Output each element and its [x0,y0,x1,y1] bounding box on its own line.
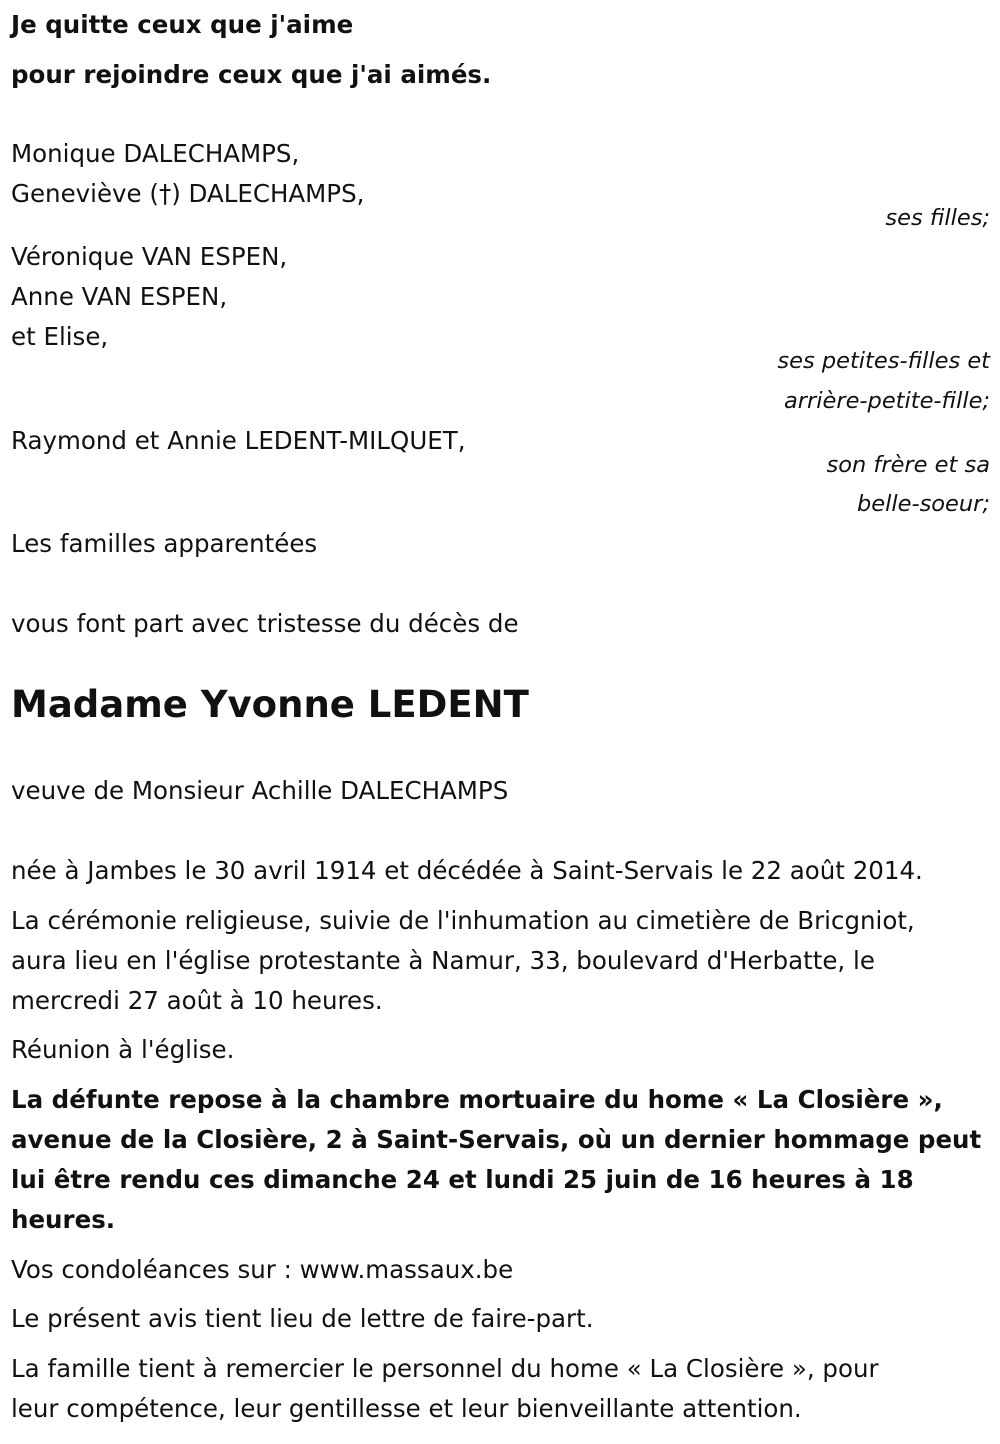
siblings: Raymond et Annie LEDENT-MILQUET, [11,426,466,455]
viewing-line: lui être rendu ces dimanche 24 et lundi 25 juin de 16 heures à 18 [11,1165,914,1194]
grandchild-1: Véronique VAN ESPEN, [11,242,288,271]
epigraph-line-1: Je quitte ceux que j'aime [11,10,354,39]
viewing-line: avenue de la Closière, 2 à Saint-Servais, où un dernier hommage peut [11,1125,982,1154]
epigraph-line-2: pour rejoindre ceux que j'ai aimés. [11,60,492,89]
grandchildren-relation-1: ses petites-filles et [777,348,990,374]
deceased-name: Madame Yvonne LEDENT [11,683,529,726]
thanks-paragraph [11,1349,991,1429]
birth-death: née à Jambes le 30 avril 1914 et décédée à Saint-Servais le 22 août 2014. [11,856,923,885]
siblings-relation-2: belle-soeur; [856,491,990,517]
grandchildren-relation-2: arrière-petite-fille; [783,388,990,414]
viewing-paragraph [11,1080,991,1240]
announcement: vous font part avec tristesse du décès de [11,609,519,638]
notice: Le présent avis tient lieu de lettre de faire-part. [11,1304,594,1333]
ceremony-line: aura lieu en l'église protestante à Namur, 33, boulevard d'Herbatte, le [11,946,875,975]
condolences: Vos condoléances sur : www.massaux.be [11,1255,514,1284]
meeting: Réunion à l'église. [11,1035,235,1064]
relatives: Les familles apparentées [11,529,318,558]
thanks-line: La famille tient à remercier le personnel du home « La Closière », pour [11,1354,879,1383]
ceremony-paragraph [11,901,991,1021]
grandchild-2: Anne VAN ESPEN, [11,282,228,311]
daughter-1: Monique DALECHAMPS, [11,139,300,168]
thanks-line: leur compétence, leur gentillesse et leur bienveillante attention. [11,1394,802,1423]
daughters-relation: ses filles; [885,205,990,231]
viewing-line: La défunte repose à la chambre mortuaire du home « La Closière », [11,1085,943,1114]
widow-of: veuve de Monsieur Achille DALECHAMPS [11,776,509,805]
daughter-2: Geneviève (†) DALECHAMPS, [11,179,365,208]
ceremony-line: La cérémonie religieuse, suivie de l'inhumation au cimetière de Bricgniot, [11,906,915,935]
viewing-line: heures. [11,1205,116,1234]
ceremony-line: mercredi 27 août à 10 heures. [11,986,383,1015]
siblings-relation-1: son frère et sa [826,452,990,478]
grandchild-3: et Elise, [11,322,109,351]
